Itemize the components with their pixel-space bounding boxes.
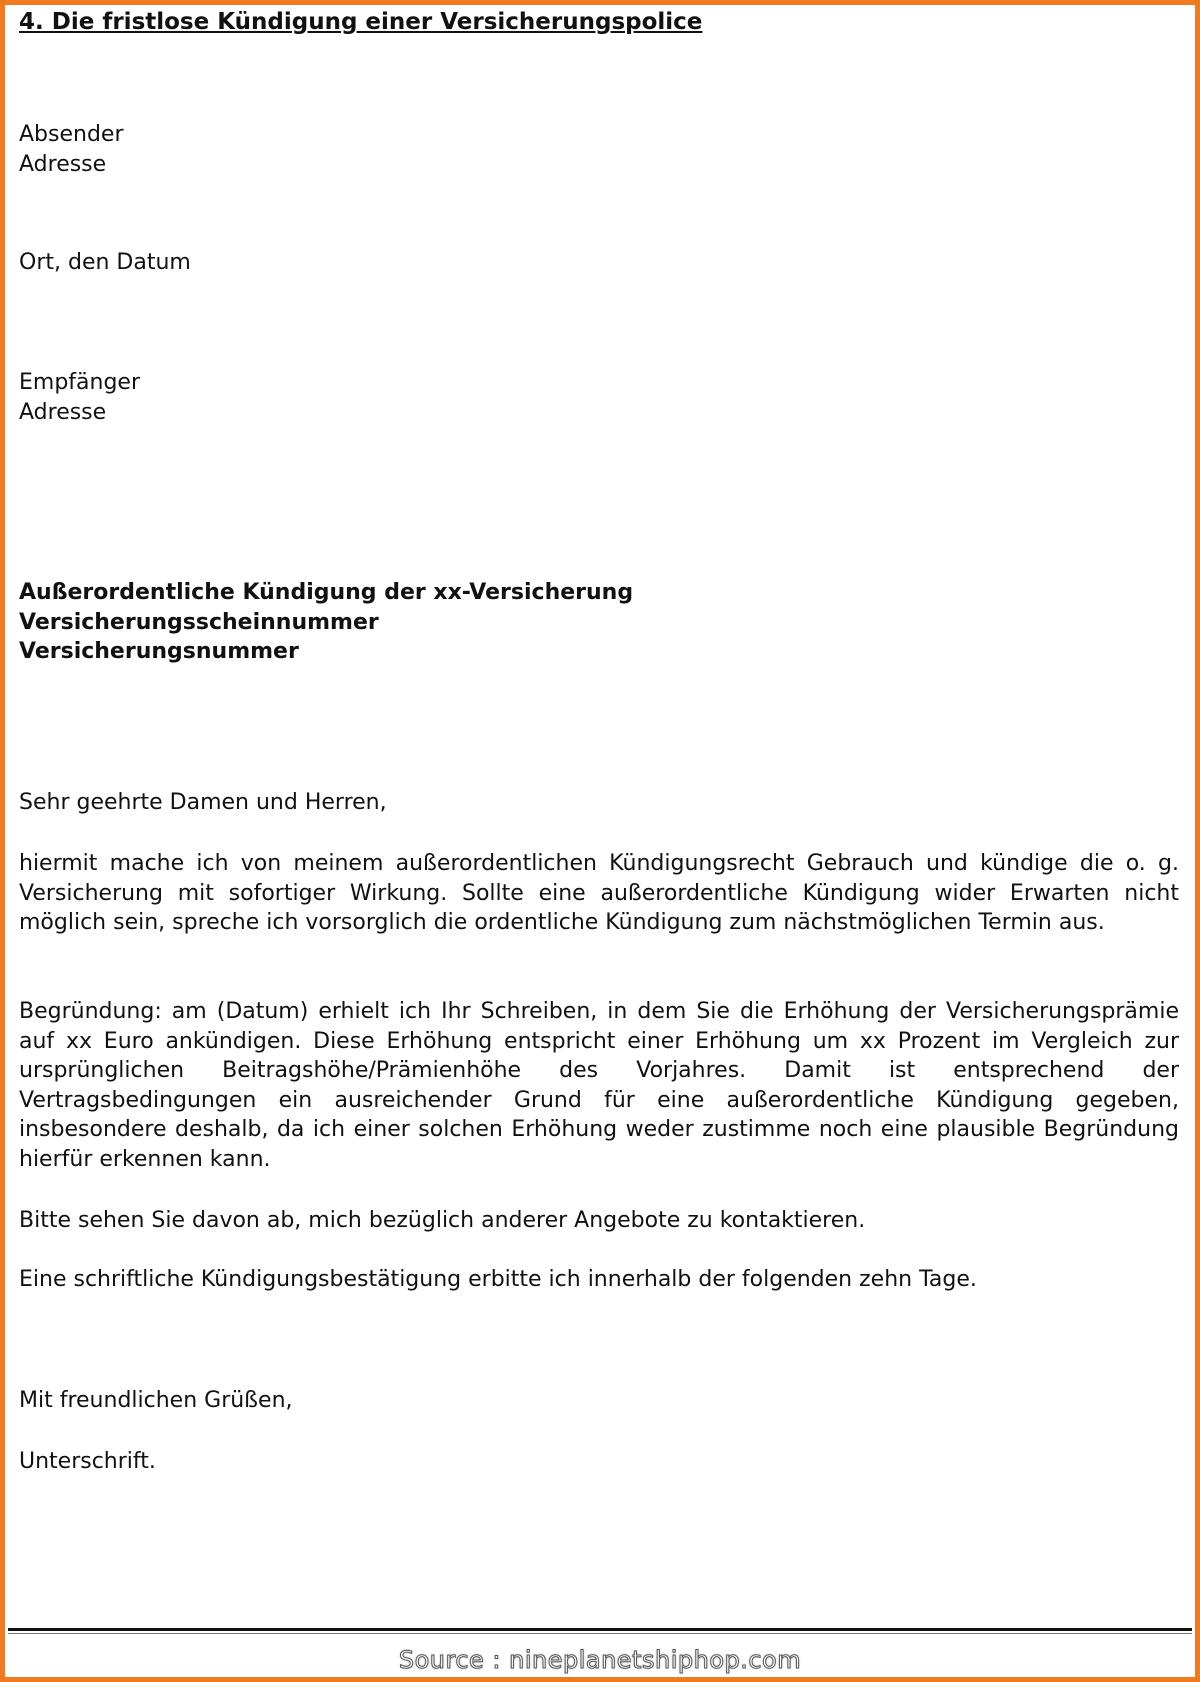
closing: Mit freundlichen Grüßen, [19, 1388, 293, 1413]
paragraph-reason: Begründung: am (Datum) erhielt ich Ihr Schreiben, in dem Sie die Erhöhung der Versicherungsprämie auf xx Euro ankündigen. Diese Erhöhung entspricht einer Erhöhung um xx Prozent im Vergleich zur ursprünglichen Beitragshöhe/Prämienhöhe des Vorjahres. Damit ist entsprechend der Vertragsbedingungen ein ausreichender Grund für eine außerordentliche Kündigung gegeben, insbesondere deshalb, da ich einer solchen Erhöhung weder zustimme noch eine plausible Begründung hierfür erkennen kann. [19, 999, 1179, 1172]
subject-line: Außerordentliche Kündigung der xx-Versicherung [19, 580, 634, 605]
policy-number: Versicherungsnummer [19, 639, 299, 664]
source-credit: Source : nineplanetshiphop.com [398, 1646, 802, 1674]
paragraph-termination: hiermit mache ich von meinem außerordentlichen Kündigungsrecht Gebrauch und kündige die o. g. Versicherung mit sofortiger Wirkung. Sollte eine außerordentliche Kündigung wider Erwarten nicht möglich sein, spreche ich vorsorglich die ordentliche Kündigung zum nächstmöglichen Termin aus. [19, 851, 1179, 935]
recipient-block [19, 368, 140, 427]
signature: Unterschrift. [19, 1449, 156, 1474]
policy-certificate-number: Versicherungsscheinnummer [19, 609, 379, 635]
paragraph-no-contact: Bitte sehen Sie davon ab, mich bezüglich anderer Angebote zu kontaktieren. [19, 1208, 866, 1233]
sender-block [19, 120, 124, 179]
document-heading: 4. Die fristlose Kündigung einer Versicherungspolice [19, 9, 703, 35]
sender-name: Absender [19, 122, 124, 147]
subject-block [19, 578, 633, 667]
recipient-address: Adresse [19, 399, 107, 425]
place-date: Ort, den Datum [19, 250, 191, 275]
sender-address: Adresse [19, 151, 107, 177]
letter-page [19, 0, 1179, 1682]
salutation: Sehr geehrte Damen und Herren, [19, 790, 387, 815]
recipient-name: Empfänger [19, 370, 141, 395]
paragraph-confirmation: Eine schriftliche Kündigungsbestätigung erbitte ich innerhalb der folgenden zehn Tage. [19, 1267, 977, 1292]
footer-divider [8, 1628, 1192, 1631]
footer-divider-thin [8, 1633, 1192, 1634]
